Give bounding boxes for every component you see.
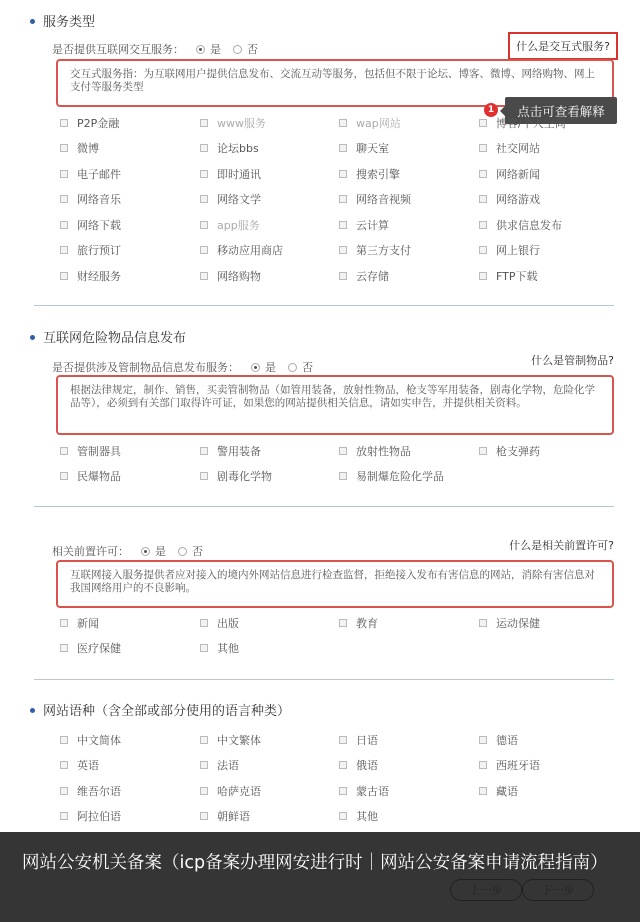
option-label: 网络音视频 [356,193,411,207]
option-checkbox-item[interactable] [200,187,339,213]
checkbox-icon[interactable] [60,787,68,795]
option-label: 哈萨克语 [217,784,261,798]
interactive-yes-radio[interactable] [196,45,205,54]
option-checkbox-item[interactable] [200,136,339,162]
option-label: 朝鲜语 [217,810,250,824]
checkbox-icon[interactable] [60,644,68,652]
option-checkbox-item[interactable] [339,263,479,289]
option-checkbox-item[interactable] [479,727,619,753]
bullet-icon [30,335,35,340]
option-checkbox-item[interactable] [60,727,200,753]
option-label: 第三方支付 [356,244,411,258]
checkbox-icon[interactable] [200,812,208,820]
option-label: 电子邮件 [77,167,121,181]
option-checkbox-item[interactable] [60,753,200,779]
option-checkbox-item[interactable] [60,464,200,490]
option-checkbox-item[interactable] [200,110,339,136]
checkbox-icon[interactable] [60,144,68,152]
option-checkbox-item[interactable] [339,161,479,187]
checkbox-icon[interactable] [339,472,347,480]
checkbox-icon[interactable] [200,221,208,229]
option-checkbox-item[interactable] [479,110,619,136]
caption-overlay: 网站公安机关备案（icp备案办理网安进行时｜网站公安备案申请流程指南） [0,832,640,922]
option-checkbox-item[interactable] [339,438,479,464]
option-label: 警用装备 [217,444,261,458]
option-label: 枪支弹药 [496,444,540,458]
option-label: 教育 [356,616,378,630]
option-checkbox-item[interactable] [339,464,479,490]
checkbox-icon[interactable] [339,619,347,627]
option-checkbox-item[interactable] [339,238,479,264]
option-checkbox-item[interactable] [200,610,339,636]
option-checkbox-item[interactable] [60,263,200,289]
checkbox-icon[interactable] [60,221,68,229]
view-explanation-tooltip[interactable]: 点击可查看解释 [505,97,617,124]
option-checkbox-item[interactable] [200,636,339,662]
checkbox-icon[interactable] [60,272,68,280]
checkbox-icon[interactable] [479,246,487,254]
section-language-title: 网站语种（含全部或部分使用的语言种类） [30,700,290,719]
divider [34,305,614,306]
checkbox-icon[interactable] [200,246,208,254]
option-label: app服务 [217,218,260,232]
option-label: 藏语 [496,784,518,798]
option-label: 论坛bbs [217,142,259,156]
option-checkbox-item[interactable] [479,753,619,779]
checkbox-icon[interactable] [339,736,347,744]
option-label: 移动应用商店 [217,244,283,258]
option-label: 管制器具 [77,444,121,458]
option-checkbox-item[interactable] [60,804,200,830]
service-type-options [60,110,620,289]
checkbox-icon[interactable] [339,272,347,280]
option-label: 西班牙语 [496,759,540,773]
option-label: 网络游戏 [496,193,540,207]
option-label: 云计算 [356,218,389,232]
checkbox-icon[interactable] [479,761,487,769]
option-label: 英语 [77,759,99,773]
interactive-service-description: 交互式服务指：为互联网用户提供信息发布、交流互动等服务，包括但不限于论坛、博客、微博、网络购物、网上支付等服务类型 [56,59,614,107]
checkbox-icon[interactable] [339,787,347,795]
option-checkbox-item[interactable] [479,136,619,162]
option-checkbox-item[interactable] [339,110,479,136]
option-checkbox-item[interactable] [200,263,339,289]
section-dangerous-goods-title: 互联网危险物品信息发布 [30,327,186,346]
checkbox-icon[interactable] [200,144,208,152]
option-label: 网上银行 [496,244,540,258]
option-label: 俄语 [356,759,378,773]
option-label: 民爆物品 [77,470,121,484]
checkbox-icon[interactable] [339,761,347,769]
checkbox-icon[interactable] [200,272,208,280]
checkbox-icon[interactable] [339,246,347,254]
checkbox-icon[interactable] [200,447,208,455]
option-label: 网络购物 [217,269,261,283]
option-label: 网络新闻 [496,167,540,181]
option-checkbox-item[interactable] [479,263,619,289]
option-label: www服务 [217,116,266,130]
prerequisite-license-description: 互联网接入服务提供者应对接入的境内外网站信息进行检查监督，拒绝接入发布有害信息的网站，消除有害信息对我国网络用户的不良影响。 [56,560,614,608]
option-checkbox-item[interactable] [479,238,619,264]
controlled-goods-question: 是否提供涉及管制物品信息发布服务： 是 否 [52,361,313,374]
checkbox-icon[interactable] [200,736,208,744]
option-checkbox-item[interactable] [200,727,339,753]
option-checkbox-item[interactable] [200,753,339,779]
divider [34,506,614,507]
option-checkbox-item[interactable] [60,778,200,804]
checkbox-icon[interactable] [339,812,347,820]
option-label: 供求信息发布 [496,218,562,232]
interactive-no-radio[interactable] [233,45,242,54]
option-checkbox-item[interactable] [479,610,619,636]
checkbox-icon[interactable] [479,787,487,795]
option-label: 阿拉伯语 [77,810,121,824]
option-label: 云存储 [356,269,389,283]
checkbox-icon[interactable] [479,195,487,203]
option-checkbox-item[interactable] [479,212,619,238]
option-checkbox-item[interactable] [339,212,479,238]
option-checkbox-item[interactable] [200,804,339,830]
option-checkbox-item[interactable] [479,438,619,464]
prerequisite-license-options [60,610,620,661]
option-label: 网络音乐 [77,193,121,207]
option-checkbox-item[interactable] [60,110,200,136]
option-checkbox-item[interactable] [339,778,479,804]
checkbox-icon[interactable] [200,787,208,795]
option-label: wap网站 [356,116,401,130]
option-label: 财经服务 [77,269,121,283]
section-service-type-title: 服务类型 [30,11,95,30]
option-checkbox-item[interactable] [200,161,339,187]
checkbox-icon[interactable] [60,170,68,178]
option-checkbox-item[interactable] [60,136,200,162]
controlled-no-radio[interactable] [288,363,297,372]
option-checkbox-item[interactable] [60,187,200,213]
controlled-goods-description: 根据法律规定，制作、销售，买卖管制物品（如管用装备，放射性物品，枪支等军用装备，剧毒化学物，危险化学品等），必须到有关部门取得许可证，如果您的网站提供相关信息，请如实申告，并提供相关资料。 [56,375,614,435]
option-label: FTP下载 [496,269,538,283]
option-label: 维吾尔语 [77,784,121,798]
bullet-icon [30,19,35,24]
checkbox-icon[interactable] [200,761,208,769]
checkbox-icon[interactable] [339,119,347,127]
checkbox-icon[interactable] [339,170,347,178]
option-checkbox-item[interactable] [339,610,479,636]
language-options [60,727,620,829]
interactive-service-question: 是否提供互联网交互服务： 是 否 [52,43,258,56]
option-label: 博客/个人空间 [496,116,566,130]
checkbox-icon[interactable] [200,195,208,203]
option-label: 网络下载 [77,218,121,232]
license-yes-radio[interactable] [141,547,150,556]
checkbox-icon[interactable] [200,170,208,178]
option-label: 日语 [356,733,378,747]
option-checkbox-item[interactable] [60,610,200,636]
option-label: 德语 [496,733,518,747]
option-label: 易制爆危险化学品 [356,470,444,484]
divider [34,679,614,680]
option-label: 医疗保健 [77,642,121,656]
what-is-prerequisite-license-link[interactable]: 什么是相关前置许可? [509,539,614,552]
checkbox-icon[interactable] [479,144,487,152]
option-label: 即时通讯 [217,167,261,181]
option-label: 搜索引擎 [356,167,400,181]
option-label: 其他 [217,642,239,656]
option-label: 运动保健 [496,616,540,630]
option-label: 中文繁体 [217,733,261,747]
checkbox-icon[interactable] [60,619,68,627]
option-checkbox-item[interactable] [339,753,479,779]
checkbox-icon[interactable] [479,447,487,455]
option-checkbox-item[interactable] [60,636,200,662]
checkbox-icon[interactable] [60,195,68,203]
option-checkbox-item[interactable] [200,438,339,464]
checkbox-icon[interactable] [479,170,487,178]
what-is-interactive-service-link[interactable]: 什么是交互式服务? [508,32,618,60]
checkbox-icon[interactable] [60,246,68,254]
checkbox-icon[interactable] [60,736,68,744]
option-label: 蒙古语 [356,784,389,798]
controlled-goods-options [60,438,620,489]
checkbox-icon[interactable] [479,119,487,127]
option-checkbox-item[interactable] [339,187,479,213]
checkbox-icon[interactable] [339,144,347,152]
option-label: 网络文学 [217,193,261,207]
option-label: 其他 [356,810,378,824]
checkbox-icon[interactable] [200,619,208,627]
checkbox-icon[interactable] [339,447,347,455]
option-label: 出版 [217,616,239,630]
bullet-icon [30,708,35,713]
checkbox-icon[interactable] [200,119,208,127]
checkbox-icon[interactable] [60,472,68,480]
option-checkbox-item[interactable] [60,438,200,464]
option-checkbox-item[interactable] [339,804,479,830]
option-checkbox-item[interactable] [339,727,479,753]
option-checkbox-item[interactable] [479,778,619,804]
checkbox-icon[interactable] [60,812,68,820]
checkbox-icon[interactable] [60,761,68,769]
checkbox-icon[interactable] [479,736,487,744]
option-checkbox-item[interactable] [200,212,339,238]
option-label: 放射性物品 [356,444,411,458]
option-checkbox-item[interactable] [200,778,339,804]
option-checkbox-item[interactable] [60,161,200,187]
checkbox-icon[interactable] [339,195,347,203]
option-label: P2P金融 [77,116,120,130]
option-checkbox-item[interactable] [339,136,479,162]
checkbox-icon[interactable] [479,221,487,229]
option-label: 社交网站 [496,142,540,156]
option-label: 聊天室 [356,142,389,156]
option-label: 剧毒化学物 [217,470,272,484]
option-checkbox-item[interactable] [60,238,200,264]
option-label: 法语 [217,759,239,773]
checkbox-icon[interactable] [479,619,487,627]
checkbox-icon[interactable] [339,221,347,229]
prerequisite-license-question: 相关前置许可： 是 否 [52,545,203,558]
license-no-radio[interactable] [178,547,187,556]
checkbox-icon[interactable] [60,447,68,455]
option-label: 中文简体 [77,733,121,747]
option-checkbox-item[interactable] [60,212,200,238]
option-checkbox-item[interactable] [479,187,619,213]
what-is-controlled-goods-link[interactable]: 什么是管制物品? [531,354,614,367]
option-checkbox-item[interactable] [479,161,619,187]
option-label: 微博 [77,142,99,156]
option-label: 新闻 [77,616,99,630]
checkbox-icon[interactable] [479,272,487,280]
controlled-yes-radio[interactable] [251,363,260,372]
option-checkbox-item[interactable] [200,464,339,490]
checkbox-icon[interactable] [200,472,208,480]
option-checkbox-item[interactable] [200,238,339,264]
option-label: 旅行预订 [77,244,121,258]
notification-badge: 1 [484,103,498,117]
checkbox-icon[interactable] [200,644,208,652]
checkbox-icon[interactable] [60,119,68,127]
